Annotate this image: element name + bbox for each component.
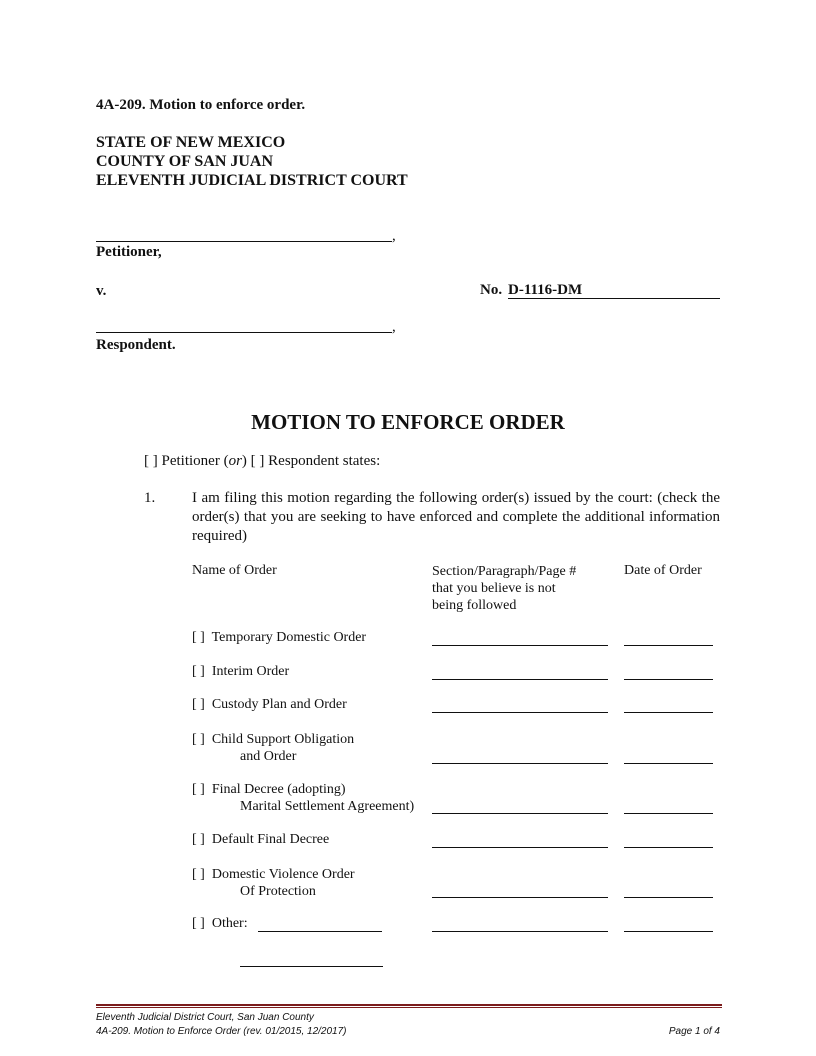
court-county: COUNTY OF SAN JUAN bbox=[96, 153, 274, 170]
header-name-of-order: Name of Order bbox=[192, 563, 277, 578]
court-block bbox=[96, 133, 408, 190]
order-checkbox[interactable]: [ ] bbox=[192, 916, 205, 931]
order-row bbox=[192, 916, 248, 932]
states-line: [ ] Petitioner (or) [ ] Respondent states: bbox=[144, 453, 381, 469]
document-title: MOTION TO ENFORCE ORDER bbox=[251, 410, 565, 434]
case-no-label: No. bbox=[480, 282, 503, 298]
order-name: Default Final Decree bbox=[211, 832, 330, 847]
date-field[interactable] bbox=[624, 645, 713, 646]
date-field[interactable] bbox=[624, 813, 713, 814]
order-name: Domestic Violence Order bbox=[211, 867, 355, 882]
order-checkbox[interactable]: [ ] bbox=[192, 732, 205, 747]
order-name: Final Decree (adopting) bbox=[211, 782, 346, 797]
order-name-line2: Of Protection bbox=[240, 884, 316, 899]
section-field[interactable] bbox=[432, 712, 608, 713]
footer-form: 4A-209. Motion to Enforce Order (rev. 01/2015, 12/2017) bbox=[96, 1026, 347, 1037]
order-row bbox=[192, 731, 354, 765]
header-section-line2: that you believe is not bbox=[432, 581, 556, 596]
item1-text: I am filing this motion regarding the following order(s) issued by the court: (check the order(s) that you are seeking to have enforced and complete the additional information required) bbox=[192, 490, 720, 544]
order-name-line2: and Order bbox=[240, 749, 297, 764]
petitioner-checkbox[interactable]: [ ] bbox=[144, 453, 158, 469]
header-date-of-order: Date of Order bbox=[624, 563, 702, 578]
section-field[interactable] bbox=[432, 897, 608, 898]
order-name: Temporary Domestic Order bbox=[211, 630, 367, 645]
order-checkbox[interactable]: [ ] bbox=[192, 782, 205, 797]
versus-label: v. bbox=[96, 283, 107, 299]
petitioner-label: Petitioner, bbox=[96, 244, 162, 260]
footer-rule bbox=[96, 1004, 722, 1006]
order-name-line2: Marital Settlement Agreement) bbox=[240, 799, 415, 814]
court-state: STATE OF NEW MEXICO bbox=[96, 134, 286, 151]
or-text: or bbox=[228, 453, 242, 469]
order-name: Child Support Obligation bbox=[211, 732, 355, 747]
order-name: Other: bbox=[211, 916, 248, 931]
header-section-line1: Section/Paragraph/Page # bbox=[432, 564, 577, 579]
respondent-comma: , bbox=[392, 319, 396, 335]
header-section bbox=[432, 563, 576, 614]
order-checkbox[interactable]: [ ] bbox=[192, 630, 205, 645]
order-checkbox[interactable]: [ ] bbox=[192, 867, 205, 882]
footer-page-number: Page 1 of 4 bbox=[668, 1026, 720, 1037]
petitioner-option: Petitioner bbox=[161, 453, 220, 469]
section-field[interactable] bbox=[432, 763, 608, 764]
item1-number: 1. bbox=[144, 490, 156, 506]
respondent-checkbox[interactable]: [ ] bbox=[250, 453, 265, 469]
section-field[interactable] bbox=[432, 813, 608, 814]
order-name: Interim Order bbox=[211, 664, 290, 679]
other-name-field-line2[interactable] bbox=[240, 966, 383, 967]
case-number-field[interactable]: D-1116-DM bbox=[508, 282, 720, 299]
order-row bbox=[192, 664, 289, 680]
order-row bbox=[192, 630, 366, 646]
court-district: ELEVENTH JUDICIAL DISTRICT COURT bbox=[96, 172, 408, 189]
order-name: Custody Plan and Order bbox=[211, 697, 347, 712]
date-field[interactable] bbox=[624, 679, 713, 680]
order-checkbox[interactable]: [ ] bbox=[192, 664, 205, 679]
petitioner-comma: , bbox=[392, 228, 396, 244]
petitioner-name-line[interactable] bbox=[96, 241, 392, 242]
form-id-heading: 4A-209. Motion to enforce order. bbox=[96, 97, 306, 113]
section-field[interactable] bbox=[432, 645, 608, 646]
other-name-field[interactable] bbox=[258, 931, 382, 932]
respondent-label: Respondent. bbox=[96, 337, 176, 353]
order-row bbox=[192, 697, 347, 713]
respondent-option: Respondent states: bbox=[268, 453, 381, 469]
date-field[interactable] bbox=[624, 847, 713, 848]
date-field[interactable] bbox=[624, 763, 713, 764]
order-row bbox=[192, 866, 355, 900]
date-field[interactable] bbox=[624, 931, 713, 932]
header-section-line3: being followed bbox=[432, 598, 517, 613]
respondent-name-line[interactable] bbox=[96, 332, 392, 333]
order-row bbox=[192, 781, 414, 815]
order-row bbox=[192, 832, 329, 848]
section-field[interactable] bbox=[432, 931, 608, 932]
date-field[interactable] bbox=[624, 897, 713, 898]
order-checkbox[interactable]: [ ] bbox=[192, 832, 205, 847]
footer-rule-thin bbox=[96, 1007, 722, 1008]
footer-court: Eleventh Judicial District Court, San Juan County bbox=[96, 1012, 314, 1023]
date-field[interactable] bbox=[624, 712, 713, 713]
section-field[interactable] bbox=[432, 847, 608, 848]
order-checkbox[interactable]: [ ] bbox=[192, 697, 205, 712]
section-field[interactable] bbox=[432, 679, 608, 680]
